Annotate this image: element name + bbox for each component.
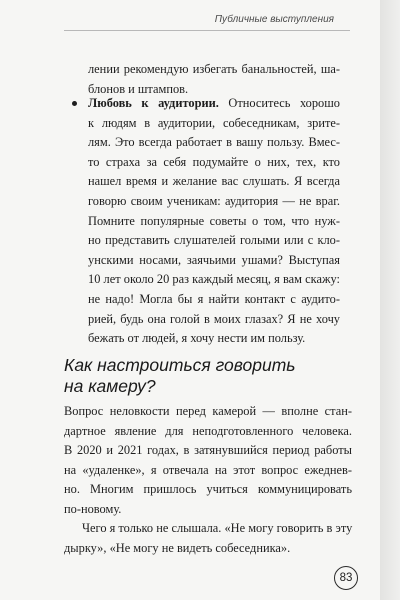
text-line: Помните популярные советы о том, что нуж- [88, 213, 340, 228]
text-line: говорю своим ученикам: аудитория — не враг. [88, 193, 340, 208]
bullet-first-line-rest: Относитесь хорошо [218, 96, 340, 110]
text-line: по-новому. [64, 501, 122, 516]
bullet-item [88, 94, 340, 349]
text-line: то страха за себя подумайте о них, тех, кто [88, 154, 340, 169]
page-number: 83 [334, 566, 358, 590]
text-line: бежать от людей, я хочу нести им пользу. [88, 331, 306, 346]
section-title-line: на камеру? [64, 376, 156, 396]
section-paragraph [64, 402, 352, 520]
text-line: не надо! Могла бы я найти контакт с аудито- [88, 291, 340, 306]
text-line: дартное явление для неподготовленного человека. [64, 423, 352, 438]
text-line: к людям в аудитории, собеседникам, зрите- [88, 115, 340, 130]
text-line: блонов и штампов. [88, 81, 189, 96]
section-title-line: Как настроиться говорить [64, 355, 296, 375]
section-paragraph [64, 519, 352, 558]
text-line: но представить слушателей голыми или с кло- [88, 233, 340, 248]
running-header: Публичные выступления [214, 14, 334, 25]
bullet-heading: Любовь к аудитории. [88, 96, 219, 110]
text-line: 10 лет около 20 раз каждый месяц, я вам скажу: [88, 272, 340, 287]
text-line: но. Многим пришлось учиться коммуницировать [64, 482, 352, 497]
text-line: на «удаленке», я отвечала на этот вопрос ежеднев- [64, 462, 352, 477]
bullet-icon [72, 101, 77, 106]
text-line: Чего я только не слышала. «Не могу говорить в эту [82, 521, 353, 535]
text-line: нашел время и желание вас слушать. Я всегда [88, 174, 340, 189]
header-rule [64, 30, 350, 31]
text-line: рией, будь она голой в моих глазах? Я не хочу [88, 311, 340, 326]
text-line: лям. Это всегда работает в вашу пользу. Вмес- [88, 135, 340, 150]
page-edge-shadow [380, 0, 400, 600]
text-line: унскими носами, заячьими ушами? Выступая [88, 252, 340, 267]
text-line: лении рекомендую избегать банальностей, ша- [88, 62, 340, 76]
section-title [64, 355, 354, 397]
text-line [88, 94, 340, 114]
text-line: В 2020 и 2021 годах, в затянувшийся период работы [64, 443, 352, 458]
text-line: дырку», «Не могу не видеть собеседника». [64, 540, 291, 555]
text-line: Вопрос неловкости перед камерой — вполне стан- [64, 404, 352, 418]
